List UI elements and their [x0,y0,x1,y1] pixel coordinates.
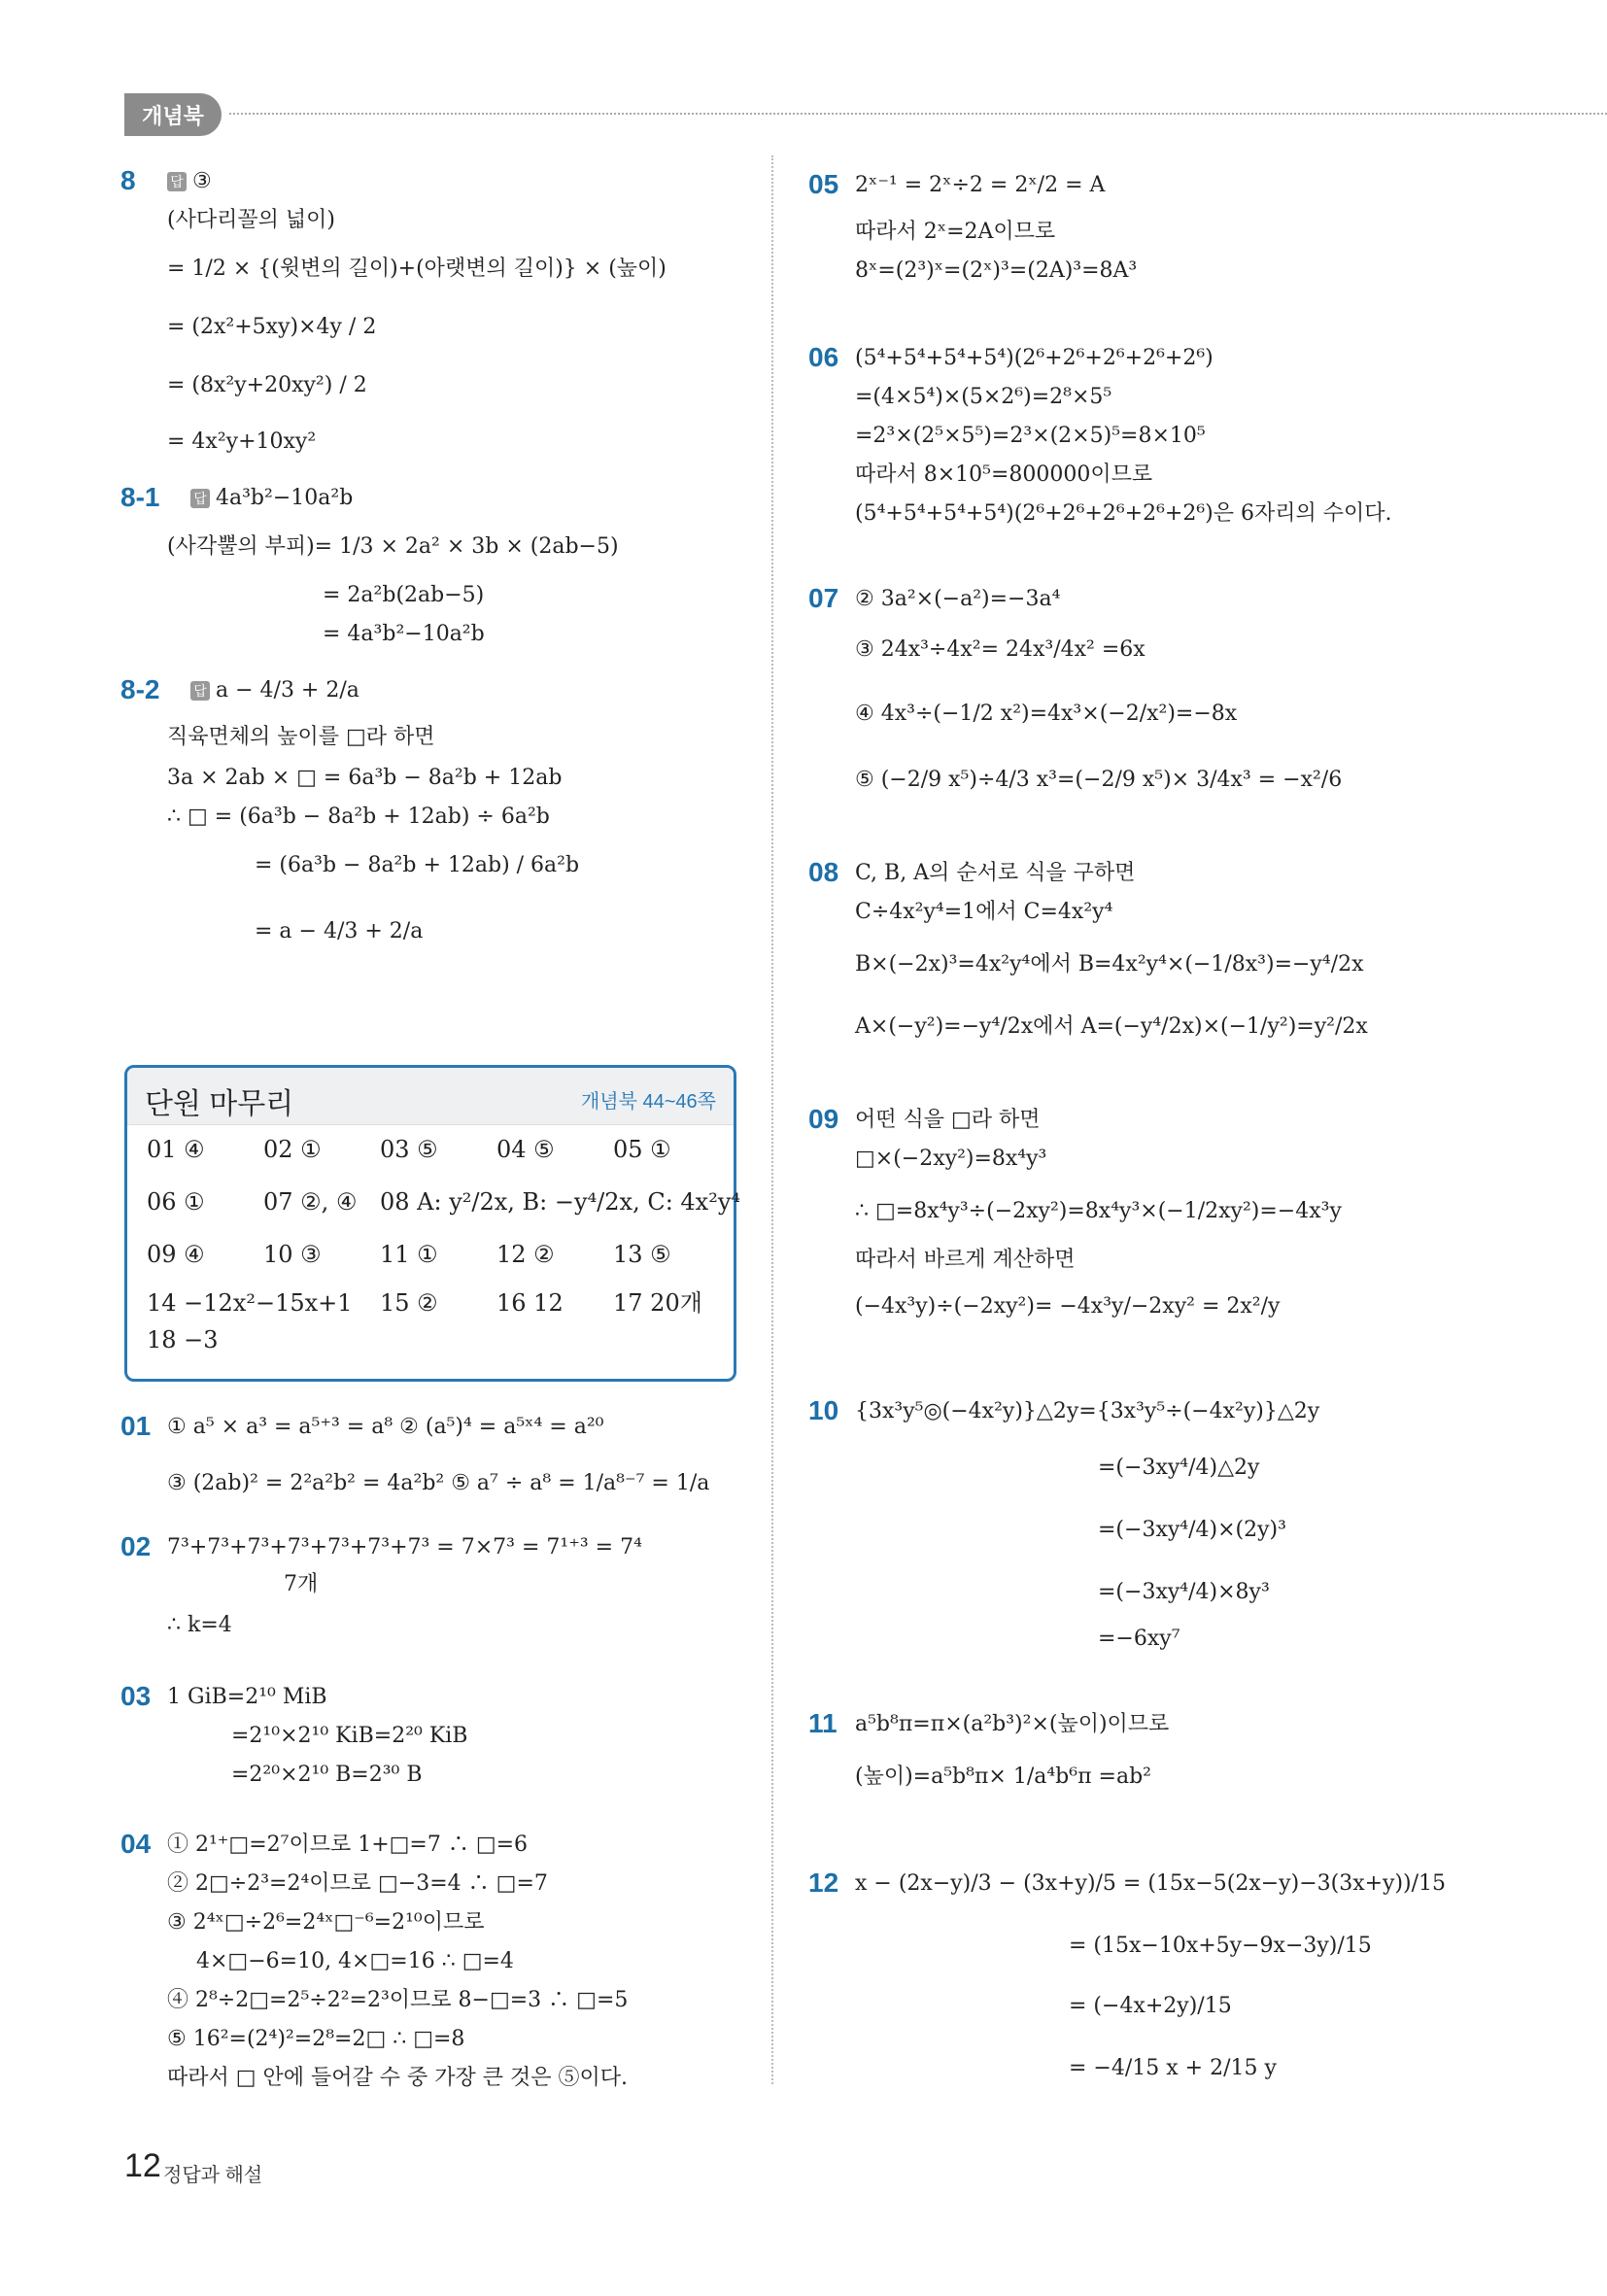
solution-line: 따라서 바르게 계산하면 [855,1248,1076,1272]
solution-line: =2²⁰×2¹⁰ B=2³⁰ B [231,1763,423,1787]
solution-line: 따라서 8×10⁵=800000이므로 [855,463,1153,487]
book-tab: 개념북 [124,93,222,136]
solution-line: ③ 24x³÷4x²= 24x³/4x² =6x [855,637,1145,662]
problem-number: 07 [808,583,839,613]
solution-line: = (15x−10x+5y−9x−3y)/15 [1069,1934,1372,1958]
solution-line: =(−3xy⁴/4)×8y³ [1098,1580,1270,1604]
solution-line: 7개 [284,1572,319,1596]
footer-label: 정답과 해설 [163,2165,263,2186]
quick-answer-row: 14 −12x²−15x+1 15 ② 16 12 17 20개 [147,1289,702,1317]
solution-line: 직육면체의 높이를 □라 하면 [167,725,435,749]
solution-line: (높이)=a⁵b⁸π× 1/a⁴b⁶π =ab² [855,1765,1151,1789]
solution-line: ② 2□÷2³=2⁴이므로 □−3=4 ∴ □=7 [167,1871,548,1896]
solution-line: =2³×(2⁵×5⁵)=2³×(2×5)⁵=8×10⁵ [855,424,1206,448]
solution-line: {3x³y⁵◎(−4x²y)}△2y={3x³y⁵÷(−4x²y)}△2y [855,1399,1320,1423]
solution-line: 3a × 2ab × □ = 6a³b − 8a²b + 12ab [167,766,563,790]
solution-line: (사각뿔의 부피)= 1/3 × 2a² × 3b × (2ab−5) [167,534,619,559]
problem-number: 06 [808,342,839,372]
solution-line: 4×□−6=10, 4×□=16 ∴ □=4 [196,1949,514,1973]
problem-number: 8 [120,165,136,195]
solution-line: ∴ □=8x⁴y³÷(−2xy²)=8x⁴y³×(−1/2xy²)=−4x³y [855,1199,1342,1223]
problem-number: 10 [808,1395,839,1425]
solution-line: ① 2¹⁺□=2⁷이므로 1+□=7 ∴ □=6 [167,1833,529,1857]
problem-number: 11 [808,1708,838,1738]
quick-answer-row: 06 ① 07 ②, ④ 08 A: y²/2x, B: −y⁴/2x, C: 4x²y⁴ [147,1188,741,1216]
problem-number: 01 [120,1411,152,1441]
answer-icon: 답 [190,489,210,508]
solution-line: = −4/15 x + 2/15 y [1069,2056,1277,2080]
solution-line: B×(−2x)³=4x²y⁴에서 B=4x²y⁴×(−1/8x³)=−y⁴/2x [855,952,1364,977]
answer-line: 답 a − 4/3 + 2/a [190,680,359,702]
answer-line: 답 4a³b²−10a²b [190,488,353,509]
solution-line: = 4x²y+10xy² [167,429,317,454]
problem-number: 02 [120,1531,152,1561]
quick-answer-row: 18 −3 [147,1326,219,1354]
column-divider [771,155,773,2084]
solution-line: = (−4x+2y)/15 [1069,1994,1232,2018]
solution-line: ④ 4x³÷(−1/2 x²)=4x³×(−2/x²)=−8x [855,702,1238,726]
solution-line: = (6a³b − 8a²b + 12ab) / 6a²b [255,853,580,877]
solution-line: = 1/2 × {(윗변의 길이)+(아랫변의 길이)} × (높이) [167,257,667,281]
problem-number: 08 [808,857,839,887]
solution-line: = (8x²y+20xy²) / 2 [167,373,367,397]
problem-number: 12 [808,1868,839,1898]
solution-line: 1 GiB=2¹⁰ MiB [167,1685,327,1709]
solution-line: (−4x³y)÷(−2xy²)= −4x³y/−2xy² = 2x²/y [855,1294,1281,1319]
solution-line: ③ 2⁴ˣ□÷2⁶=2⁴ˣ□⁻⁶=2¹⁰이므로 [167,1910,485,1935]
solution-line: ④ 2⁸÷2□=2⁵÷2²=2³이므로 8−□=3 ∴ □=5 [167,1988,629,2012]
solution-line: = a − 4/3 + 2/a [255,919,424,943]
solution-line: ③ (2ab)² = 2²a²b² = 4a²b² ⑤ a⁷ ÷ a⁸ = 1/a⁸⁻⁷ = 1/a [167,1471,710,1495]
solution-line: 8ˣ=(2³)ˣ=(2ˣ)³=(2A)³=8A³ [855,258,1138,283]
unit-review-ref: 개념북 44~46쪽 [580,1091,716,1113]
solution-line: 2ˣ⁻¹ = 2ˣ÷2 = 2ˣ/2 = A [855,173,1106,197]
problem-number: 03 [120,1681,152,1711]
solution-line: ⑤ (−2/9 x⁵)÷4/3 x³=(−2/9 x⁵)× 3/4x³ = −x²/6 [855,768,1343,792]
problem-number: 8-1 [120,482,160,512]
solution-line: =(4×5⁴)×(5×2⁶)=2⁸×5⁵ [855,385,1112,409]
problem-number: 04 [120,1829,152,1859]
solution-line: ∴ k=4 [167,1613,232,1637]
problem-number: 8-2 [120,674,160,704]
quick-answer-row: 09 ④ 10 ③ 11 ① 12 ② 13 ⑤ [147,1241,671,1268]
solution-line: (사다리꼴의 넓이) [167,208,335,232]
unit-review-title: 단원 마무리 [145,1088,294,1120]
solution-line: C, B, A의 순서로 식을 구하면 [855,861,1136,885]
solution-line: 따라서 □ 안에 들어갈 수 중 가장 큰 것은 ⑤이다. [167,2066,629,2090]
solution-line: ① a⁵ × a³ = a⁵⁺³ = a⁸ ② (a⁵)⁴ = a⁵ˣ⁴ = a²⁰ [167,1415,604,1439]
solution-line: a⁵b⁸π=π×(a²b³)²×(높이)이므로 [855,1712,1170,1736]
header-divider [229,113,1607,115]
unit-review-box [124,1065,741,1382]
solution-line: (5⁴+5⁴+5⁴+5⁴)(2⁶+2⁶+2⁶+2⁶+2⁶)은 6자리의 수이다. [855,501,1392,526]
solution-line: = (2x²+5xy)×4y / 2 [167,315,377,339]
solution-line: A×(−y²)=−y⁴/2x에서 A=(−y⁴/2x)×(−1/y²)=y²/2x [855,1014,1368,1039]
page-number: 12 [124,2147,161,2184]
problem-number: 09 [808,1104,839,1134]
solution-line: 어떤 식을 □라 하면 [855,1108,1041,1132]
solution-line: =(−3xy⁴/4)△2y [1098,1456,1260,1480]
solution-line: = 2a²b(2ab−5) [323,583,485,607]
solution-line: C÷4x²y⁴=1에서 C=4x²y⁴ [855,900,1113,924]
unit-review-header [127,1068,734,1125]
solution-line: =−6xy⁷ [1098,1627,1180,1651]
solution-line: ∴ □ = (6a³b − 8a²b + 12ab) ÷ 6a²b [167,805,550,829]
problem-number: 05 [808,169,839,199]
answer-icon: 답 [190,681,210,701]
quick-answer-row: 01 ④ 02 ① 03 ⑤ 04 ⑤ 05 ① [147,1136,671,1163]
solution-line: x − (2x−y)/3 − (3x+y)/5 = (15x−5(2x−y)−3(3x+y))/15 [855,1871,1447,1896]
solution-line: (5⁴+5⁴+5⁴+5⁴)(2⁶+2⁶+2⁶+2⁶+2⁶) [855,346,1214,370]
solution-line: =(−3xy⁴/4)×(2y)³ [1098,1518,1286,1542]
solution-line: ⑤ 16²=(2⁴)²=2⁸=2□ ∴ □=8 [167,2027,465,2051]
solution-line: □×(−2xy²)=8x⁴y³ [855,1147,1047,1171]
solution-line: = 4a³b²−10a²b [323,622,485,646]
answer-icon: 답 [167,172,187,191]
answer-line: 답 ③ [167,171,212,192]
solution-line: 7³+7³+7³+7³+7³+7³+7³ = 7×7³ = 7¹⁺³ = 7⁴ [167,1535,642,1559]
solution-line: ② 3a²×(−a²)=−3a⁴ [855,587,1061,611]
solution-line: 따라서 2ˣ=2A이므로 [855,220,1056,244]
solution-line: =2¹⁰×2¹⁰ KiB=2²⁰ KiB [231,1724,468,1748]
